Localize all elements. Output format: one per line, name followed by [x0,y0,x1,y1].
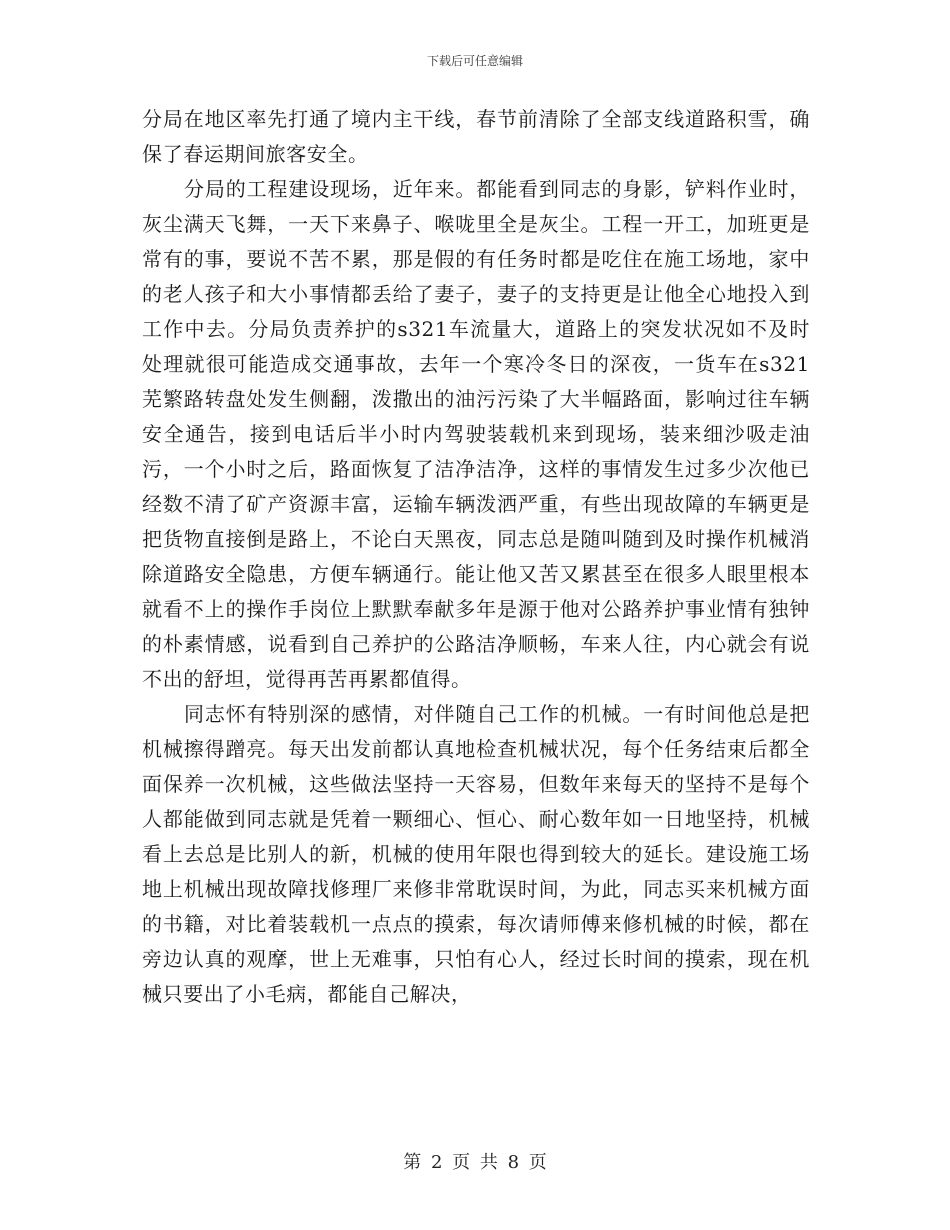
paragraph-2: 分局的工程建设现场，近年来。都能看到同志的身影，铲料作业时，灰尘满天飞舞，一天下来鼻子、喉咙里全是灰尘。工程一开工，加班更是常有的事，要说不苦不累，那是假的有任务时都是吃住在施工场地，家中的老人孩子和大小事情都丢给了妻子，妻子的支持更是让他全心地投入到工作中去。分局负责养护的s321车流量大，道路上的突发状况如不及时处理就很可能造成交通事故，去年一个寒冷冬日的深夜，一货车在s321芜繁路转盘处发生侧翻，泼撒出的油污污染了大半幅路面，影响过往车辆安全通告，接到电话后半小时内驾驶装载机来到现场，装来细沙吸走油污，一个小时之后，路面恢复了洁净洁净，这样的事情发生过多少次他已经数不清了矿产资源丰富，运输车辆泼洒严重，有些出现故障的车辆更是把货物直接倒是路上，不论白天黑夜，同志总是随叫随到及时操作机械消除道路安全隐患，方便车辆通行。能让他又苦又累甚至在很多人眼里根本就看不上的操作手岗位上默默奉献多年是源于他对公路养护事业情有独钟的朴素情感，说看到自己养护的公路洁净顺畅，车来人往，内心就会有说不出的舒坦，觉得再苦再累都值得。 [142,177,810,691]
paragraph-1: 分局在地区率先打通了境内主干线，春节前清除了全部支线道路积雪，确保了春运期间旅客安全。 [142,107,810,166]
page-header: 下载后可任意编辑 [426,54,523,68]
page-footer: 第 2 页 共 8 页 [403,1152,547,1173]
document-body [142,102,810,1012]
paragraph-3: 同志怀有特别深的感情，对伴随自己工作的机械。一有时间他总是把机械擦得蹭亮。每天出发前都认真地检查机械状况，每个任务结束后都全面保养一次机械，这些做法坚持一天容易，但数年来每天的坚持不是每个人都能做到同志就是凭着一颗细心、恒心、耐心数年如一日地坚持，机械看上去总是比别人的新，机械的使用年限也得到较大的延长。建设施工场地上机械出现故障找修理厂来修非常耽误时间，为此，同志买来机械方面的书籍，对比着装载机一点点的摸索，每次请师傅来修机械的时候，都在旁边认真的观摩，世上无难事，只怕有心人，经过长时间的摸索，现在机械只要出了小毛病，都能自己解决， [142,702,810,1006]
